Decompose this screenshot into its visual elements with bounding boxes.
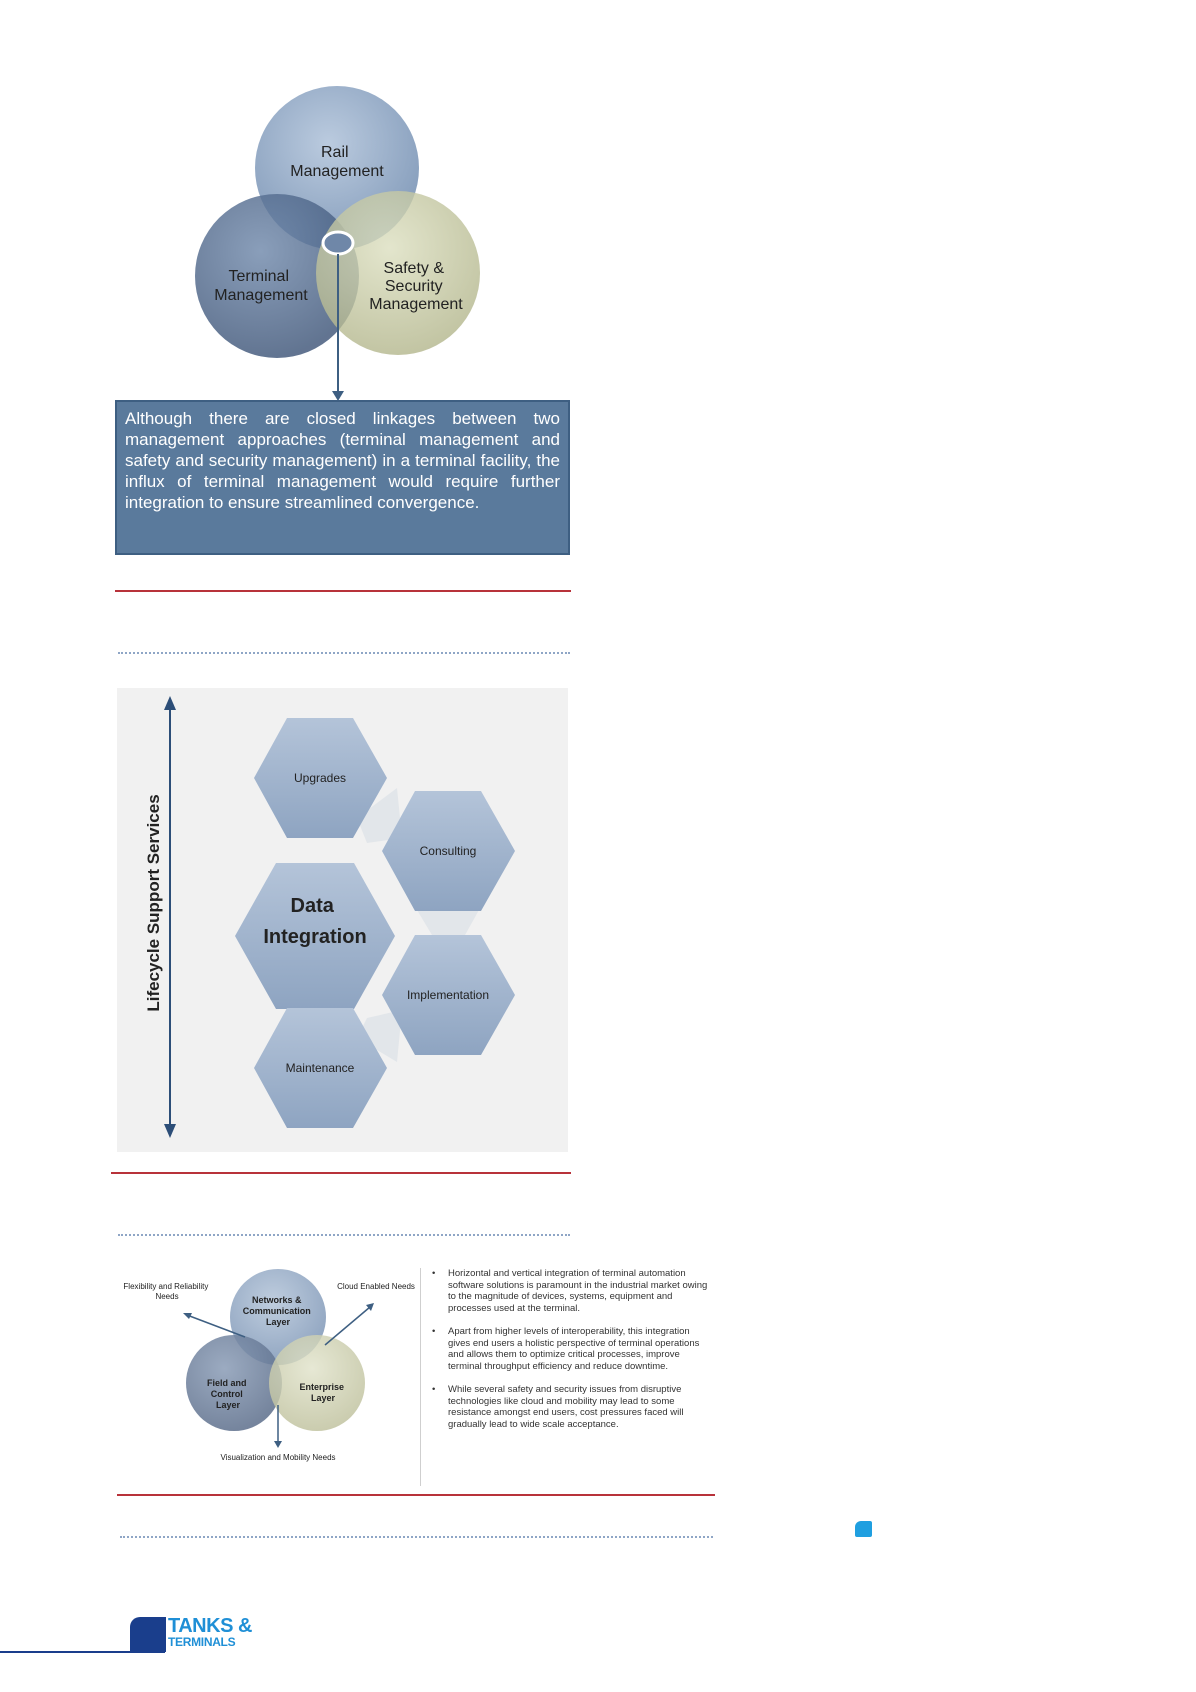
annotation-flexibility-line2: Needs: [155, 1292, 179, 1301]
terminal-label-line2: Management: [214, 287, 308, 304]
rail-label-line2: Management: [290, 163, 384, 180]
section-divider-dotted-2: [118, 1234, 570, 1236]
section-divider-red-3: [117, 1494, 715, 1496]
hex-label-implementation: Implementation: [406, 988, 490, 1002]
enterprise-label-line1: Enterprise: [299, 1382, 345, 1392]
field-label-line2: Control: [210, 1389, 243, 1399]
footer-logo-block: [130, 1617, 166, 1652]
section-divider-dotted-1: [118, 652, 570, 654]
hex-label-maintenance: Maintenance: [285, 1061, 355, 1075]
field-label-line1: Field and: [206, 1378, 247, 1388]
annotation-flexibility-line1: Flexibility and Reliability: [123, 1282, 209, 1291]
logo-line2: TERMINALS: [168, 1635, 236, 1649]
enterprise-label-line2: Layer: [310, 1393, 336, 1403]
venn-diagram-management: [180, 85, 500, 405]
section-divider-red-1: [115, 590, 571, 592]
page-marker-icon: [855, 1521, 872, 1537]
bullet-item-2: • Apart from higher levels of interoperability, this integration gives end users a holistic perspective of terminal operations and allows them to optimize critical processes, improve terminal throughput efficiency and reduce downtime.: [430, 1326, 710, 1372]
safety-label-line3: Management: [369, 296, 463, 313]
annotation-visualization: Visualization and Mobility Needs: [220, 1453, 336, 1462]
bullet-list: [430, 1268, 710, 1442]
connector-consulting-implementation: [417, 910, 479, 935]
safety-label-line2: Security: [384, 278, 443, 295]
annotation-cloud: Cloud Enabled Needs: [337, 1282, 415, 1291]
center-label-line2: Integration: [263, 926, 367, 948]
svg-text:Flexibility and Reliability: [123, 1282, 210, 1301]
terminal-label-line1: Terminal: [228, 268, 290, 285]
footer-logo: [168, 1616, 288, 1656]
axis-arrow-up-icon: [164, 696, 176, 710]
lifecycle-axis-label: Lifecycle Support Services: [144, 794, 163, 1012]
arrow-cloud: [325, 1307, 370, 1345]
logo-line1: TANKS &: [168, 1615, 252, 1637]
bullet-item-1: • Horizontal and vertical integration of terminal automation software solutions is paramount in the industrial market owing to the magnitude of devices, systems, equipment and processes used at the terminal.: [430, 1268, 710, 1314]
safety-label-line1: Safety &: [383, 260, 445, 277]
bullet-item-3: • While several safety and security issues from disruptive technologies like cloud and mobility may lead to some resistance amongst end users, cost pressures faced will gradually lead to wide scale acceptance.: [430, 1384, 710, 1430]
center-label-line1: Data: [290, 895, 334, 917]
field-label-line3: Layer: [215, 1400, 241, 1410]
axis-arrow-down-icon: [164, 1124, 176, 1138]
hex-label-upgrades: Upgrades: [293, 771, 347, 785]
callout-box: [115, 400, 570, 555]
networks-label-line2: Communication: [242, 1306, 311, 1316]
networks-label-line1: Networks &: [251, 1295, 302, 1305]
arrowhead-visualization-icon: [274, 1441, 282, 1448]
rail-label-line1: Rail: [320, 144, 349, 161]
intersection-marker: [323, 232, 353, 254]
section-divider-red-2: [111, 1172, 571, 1174]
section-divider-dotted-3: [120, 1536, 713, 1538]
callout-text: Although there are closed linkages between two management approaches (terminal management and safety and security management) in a terminal facility, the influx of terminal management would require further integration to ensure streamlined convergence.: [125, 409, 560, 512]
vertical-separator: [420, 1268, 421, 1486]
layers-venn-diagram: [115, 1265, 425, 1465]
networks-label-line3: Layer: [265, 1317, 291, 1327]
lifecycle-hexagon-diagram: [117, 688, 568, 1152]
hex-label-consulting: Consulting: [419, 844, 477, 858]
